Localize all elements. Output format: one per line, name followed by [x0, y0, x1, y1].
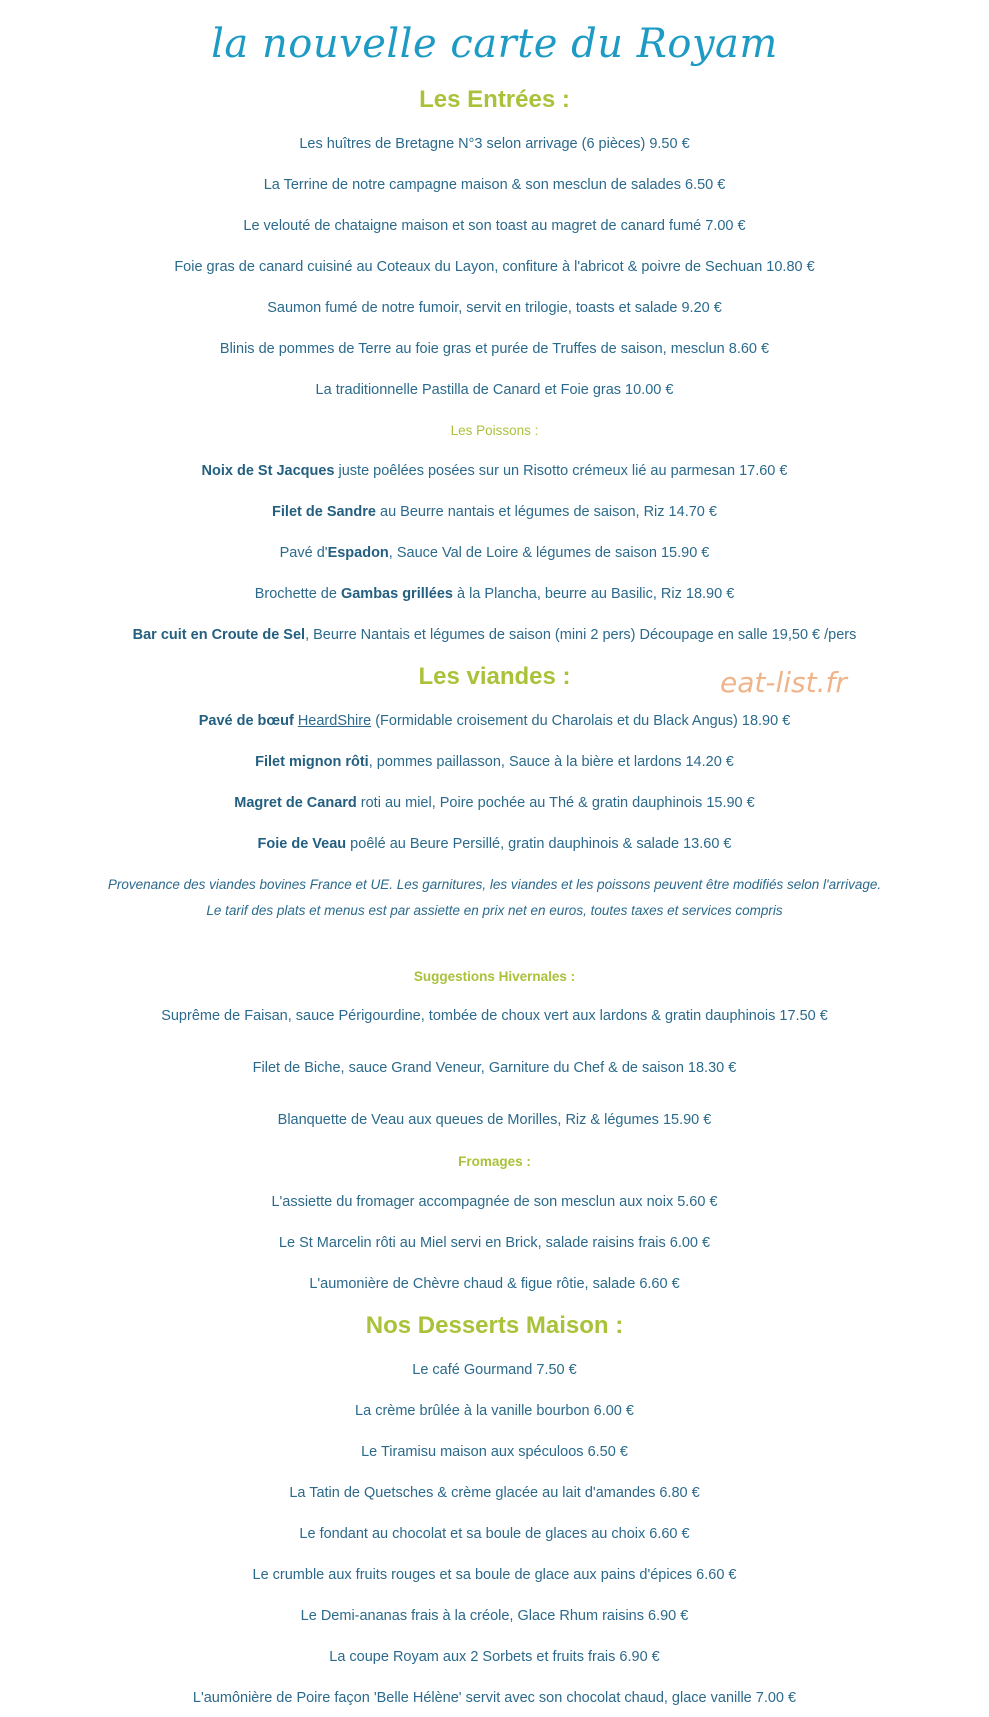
- tarif-note: Le tarif des plats et menus est par assiette en prix net en euros, toutes taxes et services compris: [206, 903, 783, 918]
- entree-item: La Terrine de notre campagne maison & son mesclun de salades 6.50 €: [263, 177, 726, 193]
- suggestion-item: Filet de Biche, sauce Grand Veneur, Garniture du Chef & de saison 18.30 €: [252, 1060, 737, 1076]
- viande-item: Filet mignon rôti, pommes paillasson, Sauce à la bière et lardons 14.20 €: [255, 754, 734, 770]
- entree-item: Blinis de pommes de Terre au foie gras et purée de Truffes de saison, mesclun 8.60 €: [219, 341, 770, 357]
- viandes-heading: Les viandes :: [418, 663, 571, 690]
- dessert-item: L'aumônière de Poire façon 'Belle Hélène' servit avec son chocolat chaud, glace vanille 7.00 €: [192, 1690, 797, 1706]
- entree-item: Les huîtres de Bretagne N°3 selon arrivage (6 pièces) 9.50 €: [299, 136, 690, 152]
- desserts-heading: Nos Desserts Maison :: [365, 1312, 624, 1339]
- suggestion-item: Blanquette de Veau aux queues de Morilles, Riz & légumes 15.90 €: [277, 1112, 712, 1128]
- dessert-item: Le crumble aux fruits rouges et sa boule de glace aux pains d'épices 6.60 €: [252, 1567, 737, 1583]
- fromage-item: Le St Marcelin rôti au Miel servi en Brick, salade raisins frais 6.00 €: [278, 1235, 711, 1251]
- dessert-item: Le café Gourmand 7.50 €: [412, 1362, 577, 1378]
- viande-item: Pavé de bœuf HeardShire (Formidable croisement du Charolais et du Black Angus) 18.90 €: [198, 713, 791, 729]
- provenance-note: Provenance des viandes bovines France et UE. Les garnitures, les viandes et les poissons peuvent être modifiés selon l'arrivage.: [107, 877, 882, 892]
- dessert-item: Le fondant au chocolat et sa boule de glaces au choix 6.60 €: [299, 1526, 690, 1542]
- menu-title: la nouvelle carte du Royam: [211, 21, 778, 67]
- poisson-item: Noix de St Jacques juste poêlées posées sur un Risotto crémeux lié au parmesan 17.60 €: [201, 463, 788, 479]
- fromage-item: L'aumonière de Chèvre chaud & figue rôtie, salade 6.60 €: [309, 1276, 680, 1292]
- poissons-heading: Les Poissons :: [450, 423, 539, 438]
- dessert-item: Le Tiramisu maison aux spéculoos 6.50 €: [361, 1444, 628, 1460]
- entrees-heading: Les Entrées :: [419, 86, 570, 113]
- suggestion-item: Suprême de Faisan, sauce Périgourdine, tombée de choux vert aux lardons & gratin dauphinois 17.50 €: [161, 1008, 828, 1024]
- entree-item: Le velouté de chataigne maison et son toast au magret de canard fumé 7.00 €: [243, 218, 746, 234]
- heardshire-link[interactable]: HeardShire: [297, 713, 372, 729]
- viande-item: Foie de Veau poêlé au Beure Persillé, gratin dauphinois & salade 13.60 €: [257, 836, 732, 852]
- fromages-heading: Fromages :: [458, 1154, 531, 1169]
- watermark-logo: eat-list.fr: [720, 666, 847, 699]
- poisson-item: Brochette de Gambas grillées à la Plancha, beurre au Basilic, Riz 18.90 €: [254, 586, 735, 602]
- dessert-item: La crème brûlée à la vanille bourbon 6.00 €: [355, 1403, 634, 1419]
- dessert-item: La coupe Royam aux 2 Sorbets et fruits frais 6.90 €: [329, 1649, 660, 1665]
- entree-item: Foie gras de canard cuisiné au Coteaux du Layon, confiture à l'abricot & poivre de Sechuan 10.80 €: [174, 259, 815, 275]
- poisson-item: Filet de Sandre au Beurre nantais et légumes de saison, Riz 14.70 €: [272, 504, 717, 520]
- poisson-item: Pavé d'Espadon, Sauce Val de Loire & légumes de saison 15.90 €: [279, 545, 710, 561]
- poisson-item: Bar cuit en Croute de Sel, Beurre Nantais et légumes de saison (mini 2 pers) Découpage en salle 19,50 € /pers: [132, 627, 857, 643]
- entree-item: Saumon fumé de notre fumoir, servit en trilogie, toasts et salade 9.20 €: [267, 300, 722, 316]
- dessert-item: La Tatin de Quetsches & crème glacée au lait d'amandes 6.80 €: [289, 1485, 700, 1501]
- suggestions-heading: Suggestions Hivernales :: [413, 969, 576, 984]
- fromage-item: L'assiette du fromager accompagnée de son mesclun aux noix 5.60 €: [271, 1194, 718, 1210]
- viande-item: Magret de Canard roti au miel, Poire pochée au Thé & gratin dauphinois 15.90 €: [234, 795, 755, 811]
- dessert-item: Le Demi-ananas frais à la créole, Glace Rhum raisins 6.90 €: [300, 1608, 689, 1624]
- entree-item: La traditionnelle Pastilla de Canard et Foie gras 10.00 €: [315, 382, 674, 398]
